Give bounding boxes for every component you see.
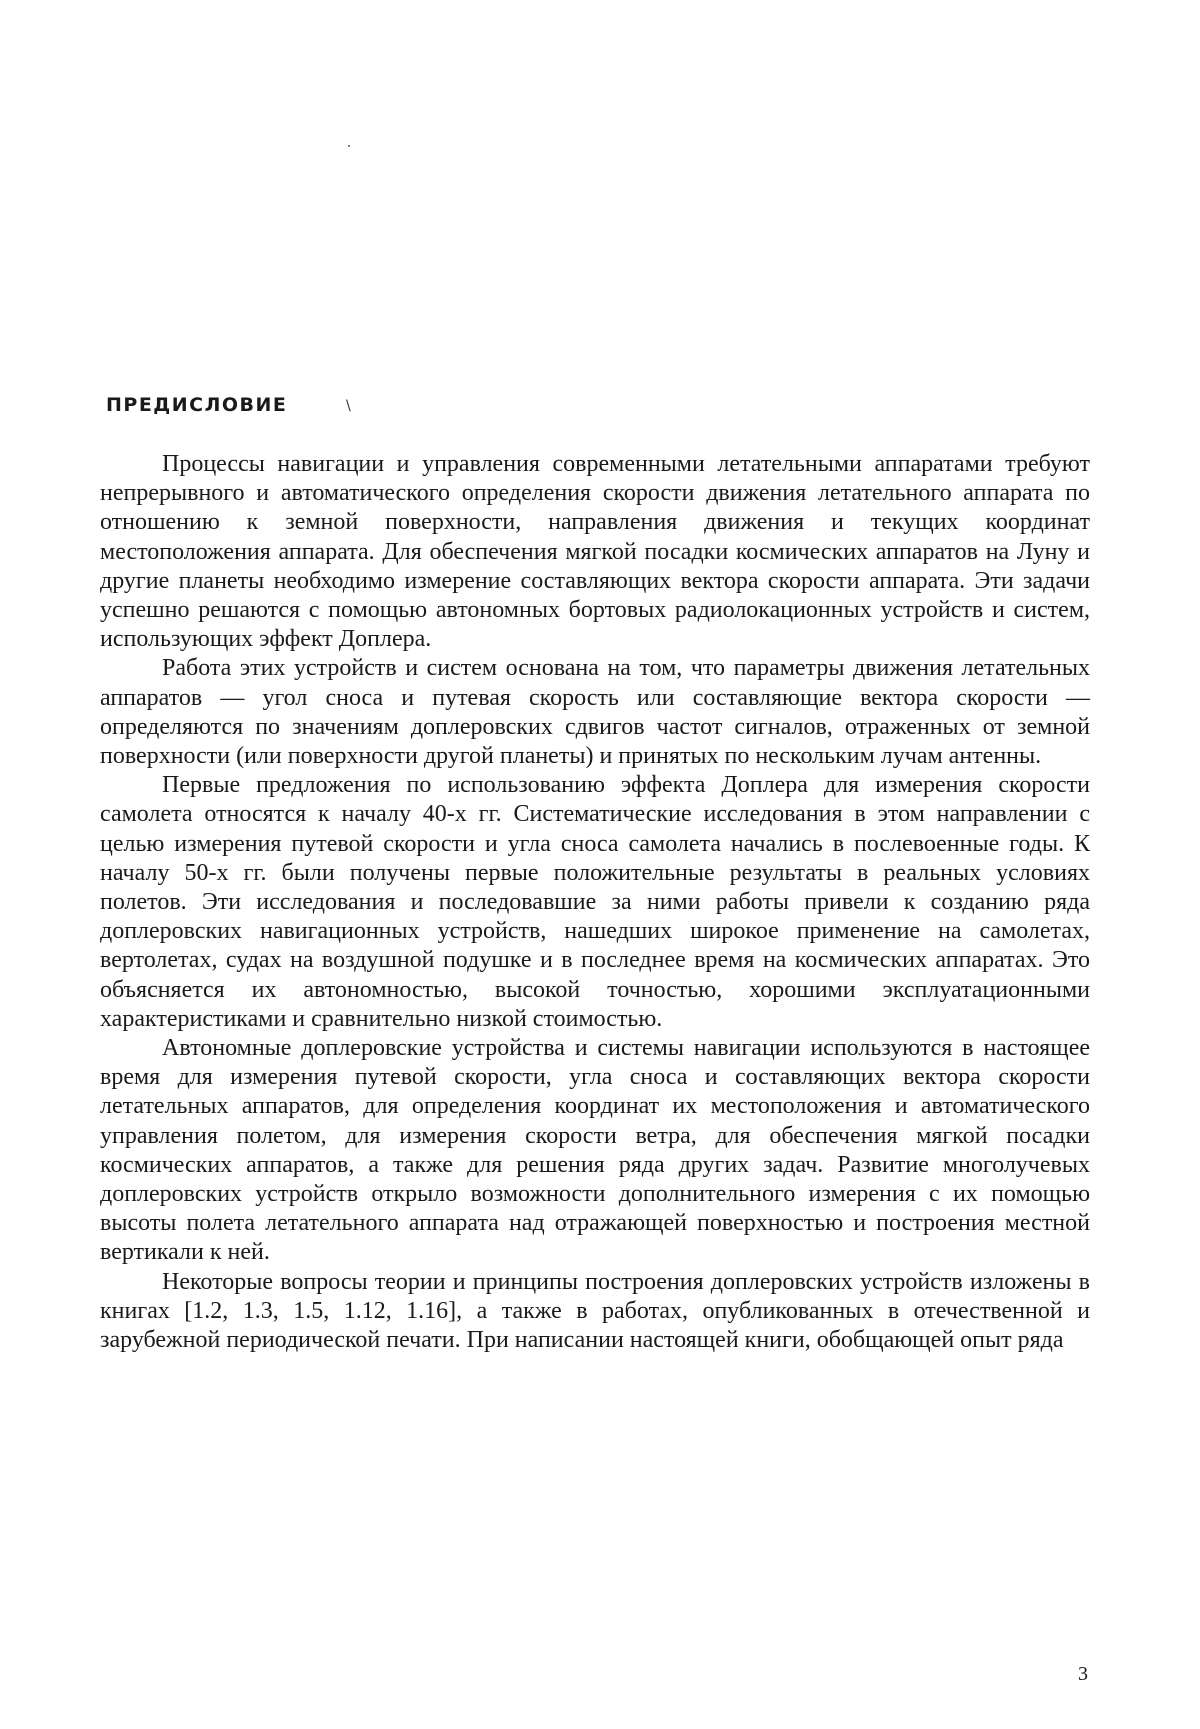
page-number: 3 (1078, 1663, 1088, 1685)
paragraph-4: Автономные доплеровские устройства и системы навигации используются в настоящее время для измерения путевой скорости, угла сноса и составляющих вектора скорости летательных аппаратов, для определения координат их местоположения и автоматического управления полетом, для измерения скорости ветра, для обеспечения мягкой посадки космических аппаратов, а также для решения ряда других задач. Развитие многолучевых доплеровских устройств открыло возможности дополнительного измерения с их помощью высоты полета летательного аппарата над отражающей поверхностью и построения местной вертикали к ней. (100, 1035, 1090, 1266)
paragraph-3: Первые предложения по использованию эффекта Доплера для измерения скорости самолета относятся к началу 40-х гг. Систематические исследования в этом направлении с целью измерения путевой скорости и угла сноса самолета начались в послевоенные годы. К началу 50-х гг. были получены первые положительные результаты в реальных условиях полетов. Эти исследования и последовавшие за ними работы привели к созданию ряда доплеровских навигационных устройств, нашедших широкое применение на самолетах, вертолетах, судах на воздушной подушке и в последнее время на космических аппаратах. Это объясняется их автономностью, высокой точностью, хорошими эксплуатационными характеристиками и сравнительно низкой стоимостью. (100, 772, 1090, 1032)
paragraph-5: Некоторые вопросы теории и принципы построения доплеровских устройств изложены в книгах [1.2, 1.3, 1.5, 1.12, 1.16], а также в работах, опубликованных в отечественной и зарубежной периодической печати. При написании настоящей книги, обобщающей опыт ряда (100, 1268, 1090, 1354)
section-heading: ПРЕДИСЛОВИЕ (106, 394, 288, 416)
paragraph-1: Процессы навигации и управления современными летательными аппаратами требуют непрерывного и автоматического определения скорости движения летательного аппарата по отношению к земной поверхности, направления движения и текущих координат местоположения аппарата. Для обеспечения мягкой посадки космических аппаратов на Луну и другие планеты необходимо измерение составляющих вектора скорости аппарата. Эти задачи успешно решаются с помощью автономных бортовых радиолокационных устройств и систем, использующих эффект Доплера. (100, 451, 1090, 653)
body-text (100, 450, 1090, 1355)
scan-speck (348, 145, 350, 147)
heading-mark: \ (346, 398, 351, 414)
paragraph-2: Работа этих устройств и систем основана на том, что параметры движения летательных аппаратов — угол сноса и путевая скорость или составляющие вектора скорости — определяются по значениям доплеровских сдвигов частот сигналов, отраженных от земной поверхности (или поверхности другой планеты) и принятых по нескольким лучам антенны. (100, 655, 1090, 770)
